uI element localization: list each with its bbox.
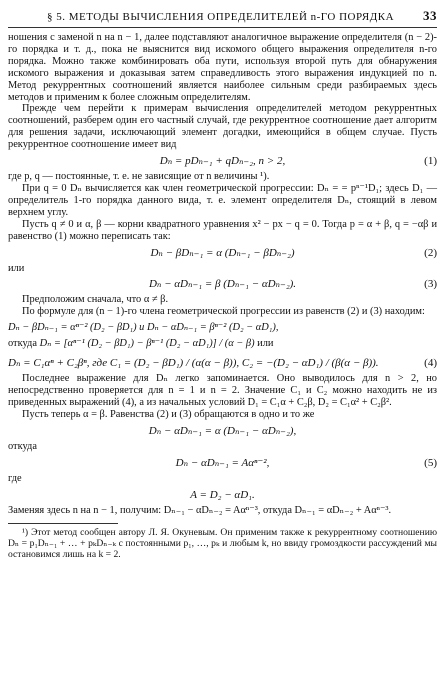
paragraph: ношения с заменой n на n − 1, далее подставляют аналогичное выражение определителя (n − 2)-го порядка и т. д., пока не выяснится вид искомого общего выражения определителя n-го порядка. Можно также комбинировать оба пути, используя второй путь для обнаружения искомого выражения и доказывая затем справедливость этого выражения индукцией по n. Метод рекуррентных соотношений является наиболее сильным среди разбираемых здесь методов и применим к более сложным определителям. [8,32,437,103]
paragraph: При q = 0 Dₙ вычисляется как член геометрической прогрессии: Dₙ = = pⁿ⁻¹D₁; здесь D₁ — определитель 1-го порядка данного вида, т. е. элемент определителя Dₙ, стоящий в левом верхнем углу. [8,182,437,218]
equation-body: Dₙ = C₁αⁿ + C₂βⁿ, где C₁ = (D₂ − βD₁) / (α(α − β)), C₂ = −(D₂ − αD₁) / (β(α − β)). [8,357,379,370]
paragraph: Предположим сначала, что α ≠ β. [22,294,169,306]
equation-number: (2) [424,246,437,259]
section-title: § 5. МЕТОДЫ ВЫЧИСЛЕНИЯ ОПРЕДЕЛИТЕЛЕЙ n-ГО ПОРЯДКА [46,11,395,23]
header-rule [8,27,437,28]
conjunction-word: откуда [8,338,37,350]
equation-3 [8,274,437,294]
equation-number: (1) [424,155,437,168]
paragraph: Пусть теперь α = β. Равенства (2) и (3) обращаются в одно и то же [22,408,315,420]
equation-pair: Dₙ − βDₙ₋₁ = αⁿ⁻² (D₂ − βD₁) и Dₙ − αDₙ₋₁ = βⁿ⁻² (D₂ − αD₁), [8,322,279,334]
equation-body: Dₙ = [αⁿ⁻¹ (D₂ − βD₁) − βⁿ⁻¹ (D₂ − αD₁)] / (α − β) [39,338,255,350]
paragraph: где p, q — постоянные, т. е. не зависящие от n величины ¹). [8,171,270,183]
paragraph: Прежде чем перейти к примерам вычисления определителей методом рекуррентных соотношений, разберем один его частный случай, где рекуррентное соотношение дает алгоритм для решения задачи, исключающий элемент догадки, имеющийся в общем случае. Пусть рекуррентное соотношение имеет вид [8,103,437,151]
running-header [8,8,437,24]
equation-body: Dₙ = pDₙ₋₁ + qDₙ₋₂, n > 2, [159,155,286,168]
equation-A [8,485,437,505]
paragraph: Пусть q ≠ 0 и α, β — корни квадратного уравнения x² − px − q = 0. Тогда p = α + β, q = −αβ и равенство (1) можно переписать так: [8,218,437,242]
equation-number: (4) [424,357,437,370]
equation-body: Dₙ − βDₙ₋₁ = α (Dₙ₋₁ − βDₙ₋₂) [150,246,295,259]
paragraph: Заменяя здесь n на n − 1, получим: Dₙ₋₁ − αDₙ₋₂ = Aαⁿ⁻³, откуда Dₙ₋₁ = αDₙ₋₂ + Aαⁿ⁻³. [8,504,392,516]
conjunction-word: откуда [8,440,37,452]
equation-4 [8,353,437,373]
equation-2 [8,243,437,263]
paragraph: По формуле для (n − 1)-го члена геометрической прогрессии из равенств (2) и (3) находим: [22,306,425,318]
equation-body: Dₙ − αDₙ₋₁ = Aαⁿ⁻², [175,456,270,469]
conjunction-word: или [257,338,274,350]
equation-number: (5) [424,456,437,469]
equation-body: A = D₂ − αD₁. [190,488,255,501]
conjunction-word: или [8,262,25,274]
footnote: ¹) Этот метод сообщен автору Л. Я. Окуневым. Он применим также к рекуррентному соотношению Dₙ = p₁Dₙ₋₁ + … + pₖDₙ₋ₖ с постоянными p₁, …, pₖ и любым k, но ввиду громоздкости рассуждений мы остановимся лишь на k = 2. [8,526,437,560]
equation-body: Dₙ − αDₙ₋₁ = α (Dₙ₋₁ − αDₙ₋₂), [148,424,297,437]
equation-same [8,421,437,441]
equation-1 [8,151,437,171]
page-number: 33 [423,8,437,23]
conjunction-word: где [8,472,22,484]
footnote-rule [8,523,118,524]
equation-fraction-line [8,337,437,350]
paragraph: Последнее выражение для Dₙ легко запоминается. Оно выводилось для n > 2, но непосредственно проверяется для n = 1 и n = 2. Значение C₁ и C₂ можно находить не из приведенных выражений (4), а из начальных условий D₁ = C₁α + C₂β, D₂ = C₁α² + C₂β². [8,373,437,409]
equation-number: (3) [424,278,437,291]
equation-5 [8,453,437,473]
equation-body: Dₙ − αDₙ₋₁ = β (Dₙ₋₁ − αDₙ₋₂). [148,278,297,291]
